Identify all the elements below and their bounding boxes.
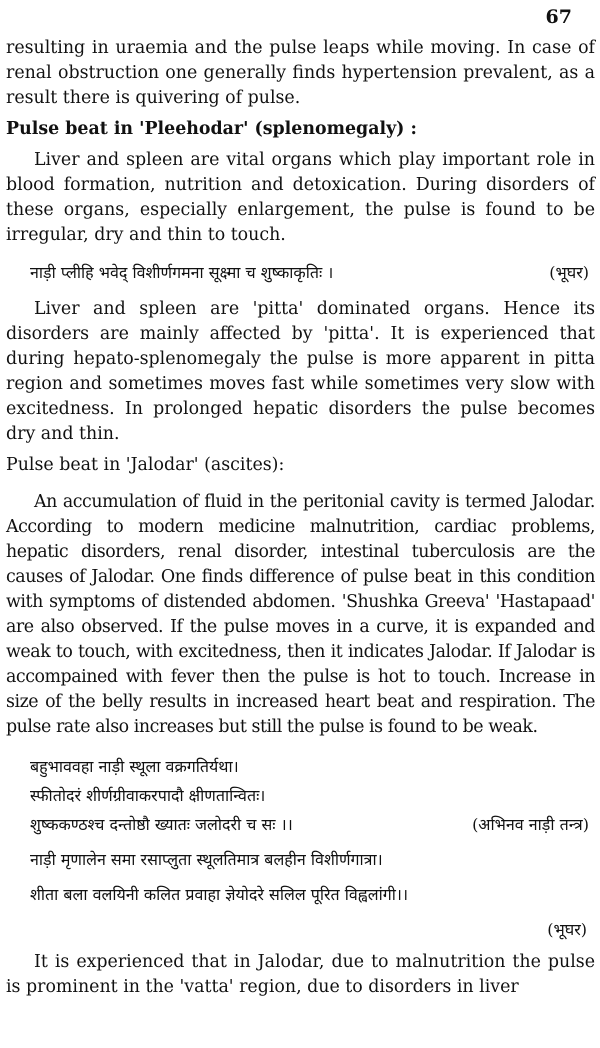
verse-source: (भूघर): [549, 263, 589, 282]
page-number: 67: [545, 6, 572, 28]
verse-line: नाड़ी मृणालेन समा रसाप्लुता स्थूलतिमात्र बलहीन विशीर्णगात्रा।: [30, 850, 383, 869]
verse-line: शुष्ककण्ठश्च दन्तोष्ठौ ख्यातः जलोदरी च सः ।।: [30, 815, 293, 834]
verse-line: नाड़ी प्लीहि भवेद् विशीर्णगमना सूक्ष्मा च शुष्काकृतिः ।: [30, 263, 334, 282]
verse-line: शीता बला वलयिनी कलित प्रवाहा ज्ञेयोदरे सलिल पूरित विह्वलांगी।।: [30, 885, 409, 904]
paragraph-jalodar-vatta: It is experienced that in Jalodar, due to malnutrition the pulse is prominent in the 'vatta' region, due to disorders in liver: [6, 952, 595, 997]
sanskrit-verse-bhudhar: [6, 845, 595, 944]
verse-line-with-source: [6, 810, 595, 839]
sanskrit-verse-abhinav: [6, 752, 595, 839]
heading-jalodar: Pulse beat in 'Jalodar' (ascites):: [6, 455, 285, 475]
heading-pleehodar: Pulse beat in 'Pleehodar' (splenomegaly) :: [6, 119, 417, 139]
paragraph-jalodar: An accumulation of fluid in the peritonial cavity is termed Jalodar. According to modern medicine malnutrition, cardiac problems, hepatic disorders, renal disorder, intestinal tuberculosis are the causes of Jalodar. One finds difference of pulse beat in this condition with symptoms of distended abdomen. 'Shushka Greeva' 'Hastapaad' are also observed. If the pulse moves in a curve, it is expanded and weak to touch, with excitedness, then it indicates Jalodar. If Jalodar is accompained with fever then the pulse is hot to touch. Increase in size of the belly results in increased heart beat and respiration. The pulse rate also increases but still the pulse is found to be weak.: [6, 492, 595, 737]
verse-source: (अभिनव नाड़ी तन्त्र): [472, 815, 589, 834]
verse-line: बहुभाववहा नाड़ी स्थूला वक्रगतिर्यथा।: [30, 757, 239, 776]
verse-line: स्फीतोदरं शीर्णग्रीवाकरपादौ क्षीणतान्वितः।: [30, 786, 266, 805]
sanskrit-verse-pleehodar: [6, 258, 595, 287]
paragraph-pitta: Liver and spleen are 'pitta' dominated organs. Hence its disorders are mainly affected by 'pitta'. It is experienced that during hepato-splenomegaly the pulse is more apparent in pitta region and sometimes moves fast while sometimes very slow with excitedness. In prolonged hepatic disorders the pulse becomes dry and thin.: [6, 299, 595, 444]
page-content: [6, 36, 595, 1000]
paragraph-renal-obstruction: resulting in uraemia and the pulse leaps while moving. In case of renal obstruction one generally finds hypertension prevalent, as a result there is quivering of pulse.: [6, 38, 595, 108]
paragraph-liver-spleen: Liver and spleen are vital organs which play important role in blood formation, nutrition and detoxication. During disorders of these organs, especially enlargement, the pulse is found to be irregular, dry and thin to touch.: [6, 150, 595, 245]
verse-source: (भूघर): [547, 920, 587, 939]
